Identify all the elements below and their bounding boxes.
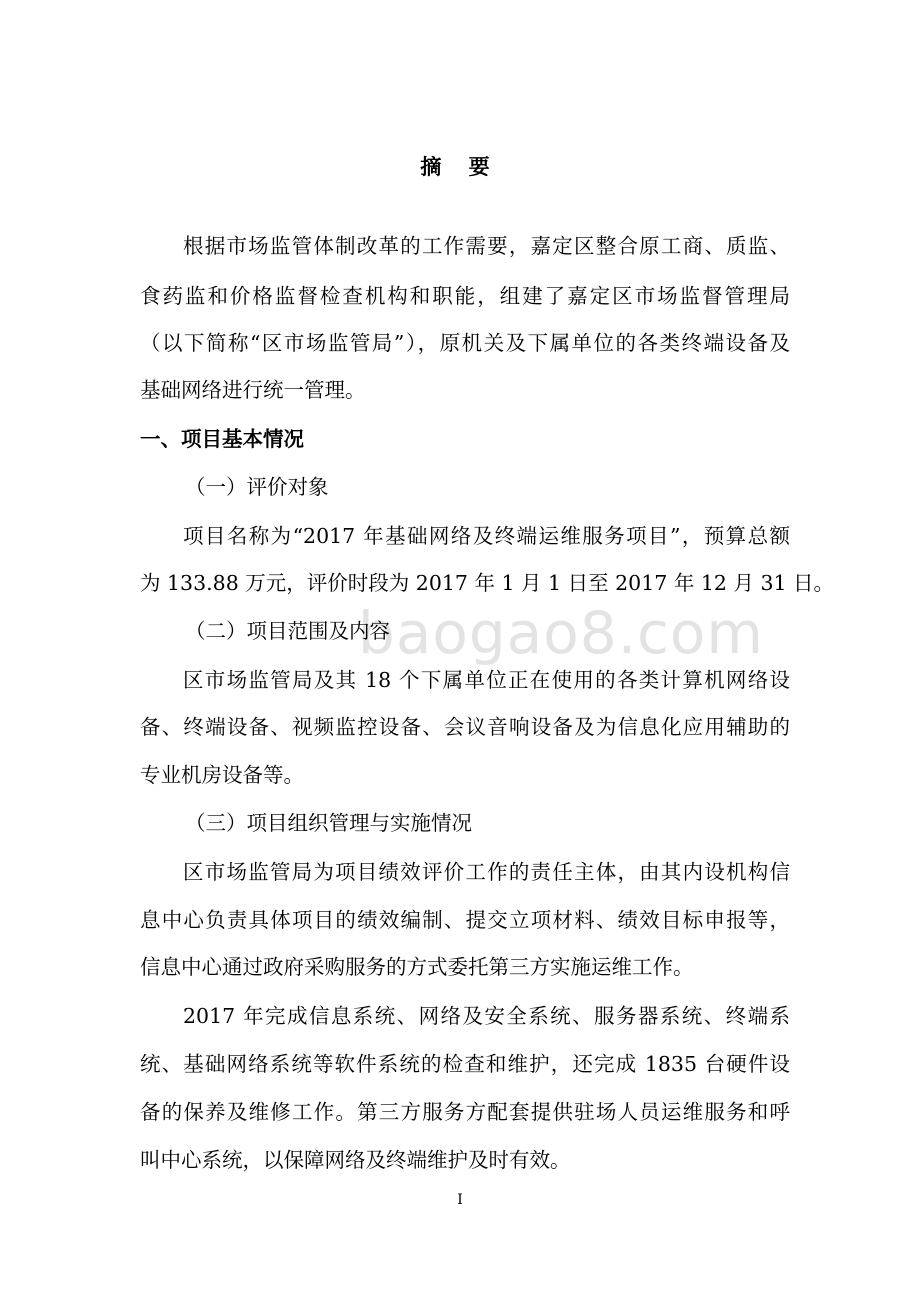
paragraph-line: 食药监和价格监督检查机构和职能，组建了嘉定区市场监督管理局 — [140, 284, 790, 308]
page-number: I — [457, 1192, 463, 1208]
paragraph-line: 备、终端设备、视频监控设备、会议音响设备及为信息化应用辅助的 — [140, 715, 790, 739]
subsection-heading: （一）评价对象 — [185, 475, 329, 499]
paragraph-line: 息中心负责具体项目的绩效编制、提交立项材料、绩效目标申报等， — [140, 908, 790, 932]
paragraph-line: （以下简称“区市场监管局”），原机关及下属单位的各类终端设备及 — [140, 331, 790, 355]
paragraph-line: 信息中心通过政府采购服务的方式委托第三方实施运维工作。 — [140, 955, 694, 979]
subsection-heading: （三）项目组织管理与实施情况 — [185, 811, 472, 835]
paragraph-line: 基础网络进行统一管理。 — [140, 378, 366, 402]
paragraph-line: 2017 年完成信息系统、网络及安全系统、服务器系统、终端系 — [183, 1004, 790, 1028]
paragraph-line: 区市场监管局为项目绩效评价工作的责任主体，由其内设机构信 — [183, 860, 790, 884]
paragraph-line: 为 133.88 万元，评价时段为 2017 年 1 月 1 日至 2017 年 12 月 31 日。 — [140, 571, 835, 595]
subsection-heading: （二）项目范围及内容 — [185, 619, 390, 643]
paragraph-line: 专业机房设备等。 — [140, 763, 304, 787]
page-title: 摘 要 — [420, 154, 500, 179]
watermark: baogao8.com — [358, 599, 764, 667]
paragraph-line: 项目名称为“2017 年基础网络及终端运维服务项目”，预算总额 — [183, 524, 790, 548]
paragraph-line: 根据市场监管体制改革的工作需要，嘉定区整合原工商、质监、 — [183, 234, 790, 258]
paragraph-line: 备的保养及维修工作。第三方服务方配套提供驻场人员运维服务和呼 — [140, 1100, 790, 1124]
paragraph-line: 叫中心系统，以保障网络及终端维护及时有效。 — [140, 1148, 571, 1172]
paragraph-line: 区市场监管局及其 18 个下属单位正在使用的各类计算机网络设 — [183, 668, 790, 692]
paragraph-line: 统、基础网络系统等软件系统的检查和维护，还完成 1835 台硬件设 — [140, 1052, 790, 1076]
section-heading: 一、项目基本情况 — [140, 427, 304, 451]
